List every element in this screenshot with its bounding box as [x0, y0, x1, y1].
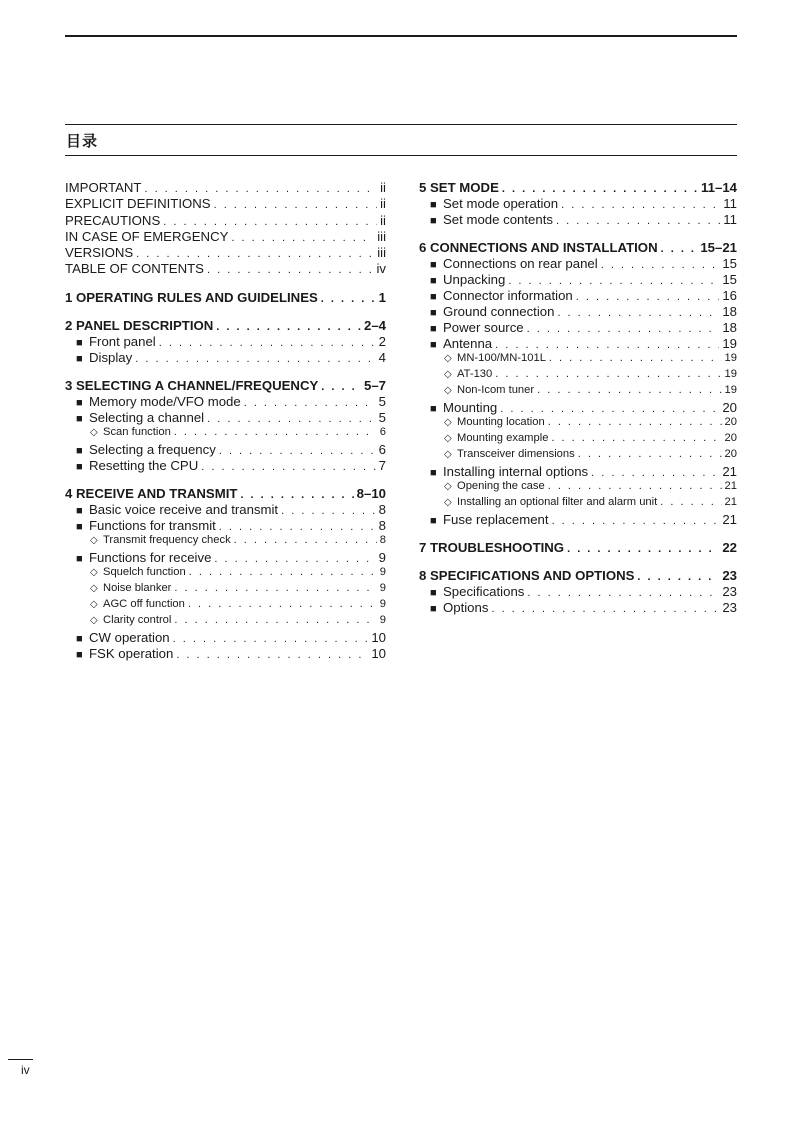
toc-entry-page: 23 [722, 568, 737, 583]
diamond-bullet-icon: ◇ [444, 353, 452, 364]
dot-leader [637, 571, 719, 583]
dot-leader [527, 587, 719, 599]
toc-entry-label: Squelch function [103, 565, 186, 578]
toc-entry-page: 15–21 [700, 240, 737, 255]
toc-spacer [419, 228, 737, 240]
toc-entry-page: 1 [378, 289, 386, 305]
toc-entry-label: Connections on rear panel [443, 256, 598, 271]
toc-entry-label: Clarity control [103, 613, 172, 626]
diamond-bullet-icon: ◇ [444, 369, 452, 380]
square-bullet-icon: ■ [76, 336, 83, 349]
dot-leader [321, 381, 361, 393]
toc-chapter-entry [65, 486, 386, 502]
toc-subsection-entry [419, 480, 737, 496]
square-bullet-icon: ■ [430, 275, 437, 287]
square-bullet-icon: ■ [76, 504, 83, 517]
toc-entry-label: Ground connection [443, 304, 555, 319]
toc-entry-page: 5–7 [363, 377, 386, 393]
toc-entry-label: AT-130 [457, 368, 493, 380]
toc-entry-page: 6 [379, 425, 386, 438]
toc-chapter-entry [65, 318, 386, 334]
square-bullet-icon: ■ [76, 352, 83, 365]
toc-entry-label: Specifications [443, 584, 525, 599]
footer-rule [8, 1059, 33, 1060]
toc-entry-label: Basic voice receive and transmit [89, 501, 279, 517]
dot-leader [201, 461, 375, 473]
top-rule [65, 35, 737, 37]
toc-chapter-entry [65, 378, 386, 394]
square-bullet-icon: ■ [430, 603, 437, 615]
dot-leader [561, 199, 720, 211]
toc-section-entry [419, 256, 737, 272]
toc-entry-page: 6 [378, 441, 386, 457]
dot-leader [207, 413, 376, 425]
toc-entry-label: Functions for receive [89, 549, 212, 565]
toc-entry-label: FSK operation [89, 645, 174, 661]
toc-chapter-entry [419, 180, 737, 196]
toc-entry-label: Installing internal options [443, 464, 589, 479]
toc-entry-label: PRECAUTIONS [65, 212, 161, 228]
dot-leader [567, 543, 719, 555]
toc-entry-label: Set mode contents [443, 212, 553, 227]
toc-entry-page: 15 [722, 256, 737, 271]
dot-leader [231, 232, 374, 244]
toc-entry-page: 7 [378, 457, 386, 473]
toc-section-entry [419, 400, 737, 416]
toc-entry-label: Selecting a frequency [89, 441, 216, 457]
toc-entry-page: 11–14 [701, 180, 737, 195]
toc-entry-page: 23 [722, 584, 737, 599]
square-bullet-icon: ■ [76, 648, 83, 661]
toc-entry-page: 5 [378, 409, 386, 425]
dot-leader [234, 534, 377, 546]
dot-leader [214, 553, 375, 565]
toc-front-matter-entry [65, 180, 386, 196]
dot-leader [240, 489, 353, 501]
toc-entry-page: 18 [722, 304, 737, 319]
toc-section-entry [419, 272, 737, 288]
toc-entry-label: 4 RECEIVE AND TRANSMIT [65, 485, 238, 501]
toc-entry-page: 8 [378, 517, 386, 533]
dot-leader [551, 432, 721, 444]
square-bullet-icon: ■ [430, 403, 437, 415]
toc-chapter-entry [419, 540, 737, 556]
toc-entry-page: 21 [722, 512, 737, 527]
toc-front-matter-entry [65, 196, 386, 212]
toc-entry-page: 9 [379, 597, 386, 610]
toc-entry-page: 16 [722, 288, 737, 303]
square-bullet-icon: ■ [76, 412, 83, 425]
toc-entry-page: 8 [379, 533, 386, 546]
toc-entry-label: Antenna [443, 336, 493, 351]
toc-section-entry [65, 410, 386, 426]
footer-page-number: iv [21, 1063, 30, 1077]
toc-section-entry [65, 518, 386, 534]
toc-section-entry [65, 502, 386, 518]
square-bullet-icon: ■ [76, 632, 83, 645]
toc-entry-page: 5 [378, 393, 386, 409]
toc-chapter-entry [419, 568, 737, 584]
dot-leader [661, 243, 698, 255]
toc-entry-label: Transceiver dimensions [457, 448, 575, 460]
dot-leader [173, 633, 369, 645]
toc-entry-label: Non-Icom tuner [457, 384, 535, 396]
dot-leader [219, 521, 376, 533]
toc-entry-label: CW operation [89, 629, 170, 645]
toc-entry-label: IN CASE OF EMERGENCY [65, 228, 229, 244]
diamond-bullet-icon: ◇ [444, 497, 452, 508]
toc-spacer [65, 474, 386, 486]
diamond-bullet-icon: ◇ [90, 582, 98, 594]
toc-section-entry [65, 350, 386, 366]
toc-entry-label: EXPLICIT DEFINITIONS [65, 196, 211, 212]
dot-leader [176, 649, 368, 661]
toc-section-entry [65, 442, 386, 458]
dot-leader [214, 199, 378, 211]
toc-spacer [65, 278, 386, 290]
square-bullet-icon: ■ [430, 339, 437, 351]
square-bullet-icon: ■ [430, 587, 437, 599]
toc-entry-page: 9 [379, 581, 386, 594]
square-bullet-icon: ■ [76, 444, 83, 457]
dot-leader [491, 603, 719, 615]
dot-leader [207, 264, 373, 276]
dot-leader [548, 480, 722, 492]
diamond-bullet-icon: ◇ [444, 417, 452, 428]
toc-section-entry [65, 394, 386, 410]
dot-leader [495, 368, 721, 380]
dot-leader [557, 307, 719, 319]
dot-leader [188, 598, 377, 610]
toc-entry-page: 20 [724, 416, 737, 428]
toc-section-entry [419, 600, 737, 616]
toc-entry-label: 1 OPERATING RULES AND GUIDELINES [65, 289, 318, 305]
toc-entry-label: 2 PANEL DESCRIPTION [65, 317, 214, 333]
title-rule-bottom [65, 155, 737, 156]
toc-spacer [419, 556, 737, 568]
toc-entry-page: 9 [378, 549, 386, 565]
toc-entry-page: 21 [724, 496, 737, 508]
toc-section-entry [419, 512, 737, 528]
square-bullet-icon: ■ [76, 396, 83, 409]
dot-leader [500, 403, 719, 415]
toc-entry-label: Display [89, 349, 133, 365]
toc-entry-label: Transmit frequency check [103, 533, 231, 546]
dot-leader [549, 352, 722, 364]
square-bullet-icon: ■ [430, 291, 437, 303]
dot-leader [174, 582, 376, 594]
toc-front-matter-entry [65, 213, 386, 229]
toc-entry-page: 8–10 [356, 485, 386, 501]
toc-entry-page: 22 [722, 540, 737, 555]
dot-leader [174, 614, 376, 626]
toc-entry-label: Front panel [89, 333, 156, 349]
toc-section-entry [65, 550, 386, 566]
dot-leader [591, 467, 719, 479]
toc-front-matter-entry [65, 245, 386, 261]
toc-entry-label: Opening the case [457, 480, 545, 492]
dot-leader [552, 515, 720, 527]
toc-entry-page: 4 [378, 349, 386, 365]
toc-entry-label: AGC off function [103, 597, 185, 610]
toc-section-entry [419, 304, 737, 320]
toc-left-column [65, 180, 386, 662]
toc-entry-label: Mounting example [457, 432, 549, 444]
dot-leader [281, 505, 376, 517]
dot-leader [244, 397, 376, 409]
toc-entry-label: Resetting the CPU [89, 457, 199, 473]
toc-entry-page: 19 [722, 336, 737, 351]
toc-entry-label: Mounting location [457, 416, 545, 428]
toc-entry-label: TABLE OF CONTENTS [65, 261, 204, 277]
toc-entry-label: 6 CONNECTIONS AND INSTALLATION [419, 240, 658, 255]
dot-leader [135, 353, 375, 365]
toc-entry-page: 11 [723, 212, 737, 227]
dot-leader [601, 259, 720, 271]
toc-chapter-entry [419, 240, 737, 256]
toc-entry-page: iii [377, 228, 386, 244]
toc-section-entry [65, 458, 386, 474]
toc-entry-label: IMPORTANT [65, 180, 142, 195]
toc-entry-page: 10 [371, 629, 386, 645]
toc-entry-label: Unpacking [443, 272, 506, 287]
diamond-bullet-icon: ◇ [444, 449, 452, 460]
toc-entry-label: Set mode operation [443, 196, 559, 211]
toc-spacer [65, 366, 386, 378]
toc-section-entry [65, 630, 386, 646]
toc-spacer [65, 306, 386, 318]
toc-entry-page: iv [376, 261, 386, 277]
toc-entry-page: ii [380, 180, 386, 195]
toc-entry-page: 19 [724, 384, 737, 396]
toc-entry-label: 3 SELECTING A CHANNEL/FREQUENCY [65, 377, 319, 393]
toc-entry-page: 15 [722, 272, 737, 287]
square-bullet-icon: ■ [430, 515, 437, 527]
toc-subsection-entry [419, 416, 737, 432]
toc-entry-label: MN-100/MN-101L [457, 352, 546, 364]
dot-leader [537, 384, 721, 396]
dot-leader [136, 248, 374, 260]
diamond-bullet-icon: ◇ [444, 481, 452, 492]
title-rule-top [65, 124, 737, 125]
toc-entry-page: 10 [371, 645, 386, 661]
toc-section-entry [65, 334, 386, 350]
toc-subsection-entry [65, 582, 386, 598]
square-bullet-icon: ■ [430, 259, 437, 271]
toc-subsection-entry [65, 566, 386, 582]
square-bullet-icon: ■ [76, 520, 83, 533]
toc-section-entry [419, 212, 737, 228]
toc-subsection-entry [65, 534, 386, 550]
toc-subsection-entry [419, 384, 737, 400]
toc-entry-label: 5 SET MODE [419, 180, 499, 195]
toc-entry-label: Fuse replacement [443, 512, 549, 527]
toc-subsection-entry [419, 448, 737, 464]
toc-entry-label: 8 SPECIFICATIONS AND OPTIONS [419, 568, 635, 583]
toc-subsection-entry [419, 496, 737, 512]
toc-section-entry [419, 320, 737, 336]
dot-leader [508, 275, 719, 287]
toc-section-entry [419, 464, 737, 480]
toc-section-entry [419, 288, 737, 304]
toc-chapter-entry [65, 290, 386, 306]
toc-entry-page: 20 [722, 400, 737, 415]
toc-entry-label: VERSIONS [65, 245, 134, 261]
toc-front-matter-entry [65, 229, 386, 245]
dot-leader [219, 445, 376, 457]
toc-subsection-entry [419, 432, 737, 448]
toc-section-entry [419, 196, 737, 212]
dot-leader [527, 323, 720, 335]
dot-leader [216, 321, 361, 333]
toc-entry-page: ii [380, 212, 386, 228]
toc-entry-page: 21 [722, 464, 737, 479]
toc-entry-page: 9 [379, 565, 386, 578]
square-bullet-icon: ■ [430, 467, 437, 479]
toc-section-entry [65, 646, 386, 662]
toc-entry-page: 23 [722, 600, 737, 615]
toc-front-matter-entry [65, 261, 386, 277]
toc-subsection-entry [65, 614, 386, 630]
square-bullet-icon: ■ [76, 460, 83, 473]
toc-entry-page: 11 [723, 196, 737, 211]
square-bullet-icon: ■ [430, 199, 437, 211]
toc-entry-page: 19 [724, 368, 737, 380]
toc-entry-label: Power source [443, 320, 524, 335]
toc-entry-page: 18 [722, 320, 737, 335]
dot-leader [144, 183, 377, 195]
dot-leader [578, 448, 722, 460]
dot-leader [321, 293, 376, 305]
toc-section-entry [419, 584, 737, 600]
dot-leader [495, 339, 719, 351]
square-bullet-icon: ■ [430, 215, 437, 227]
toc-spacer [419, 528, 737, 540]
toc-entry-page: 19 [724, 352, 737, 364]
dot-leader [159, 337, 376, 349]
diamond-bullet-icon: ◇ [90, 426, 98, 438]
toc-entry-label: Installing an optional filter and alarm unit [457, 496, 658, 508]
toc-entry-label: Memory mode/VFO mode [89, 393, 241, 409]
toc-entry-label: Selecting a channel [89, 409, 205, 425]
toc-entry-label: Noise blanker [103, 581, 172, 594]
square-bullet-icon: ■ [430, 307, 437, 319]
toc-entry-page: 20 [724, 432, 737, 444]
toc-entry-page: 8 [378, 501, 386, 517]
diamond-bullet-icon: ◇ [90, 598, 98, 610]
toc-subsection-entry [419, 368, 737, 384]
toc-entry-page: ii [380, 196, 386, 212]
diamond-bullet-icon: ◇ [444, 433, 452, 444]
toc-entry-page: 21 [724, 480, 737, 492]
toc-entry-label: Connector information [443, 288, 573, 303]
toc-entry-page: 2–4 [363, 317, 386, 333]
page-title: 目录 [66, 132, 99, 150]
dot-leader [556, 215, 720, 227]
diamond-bullet-icon: ◇ [90, 566, 98, 578]
toc-entry-label: Mounting [443, 400, 498, 415]
dot-leader [163, 216, 377, 228]
dot-leader [660, 496, 721, 508]
toc-subsection-entry [419, 352, 737, 368]
dot-leader [548, 416, 722, 428]
dot-leader [576, 291, 720, 303]
toc-entry-label: Scan function [103, 425, 171, 438]
toc-entry-page: 2 [378, 333, 386, 349]
diamond-bullet-icon: ◇ [90, 614, 98, 626]
dot-leader [174, 426, 377, 438]
toc-section-entry [419, 336, 737, 352]
diamond-bullet-icon: ◇ [90, 534, 98, 546]
toc-entry-page: 9 [379, 613, 386, 626]
square-bullet-icon: ■ [76, 552, 83, 565]
toc-entry-page: 20 [724, 448, 737, 460]
toc-subsection-entry [65, 598, 386, 614]
diamond-bullet-icon: ◇ [444, 385, 452, 396]
toc-entry-label: 7 TROUBLESHOOTING [419, 540, 565, 555]
square-bullet-icon: ■ [430, 323, 437, 335]
toc-right-column [419, 180, 737, 616]
toc-entry-page: iii [377, 245, 386, 261]
toc-subsection-entry [65, 426, 386, 442]
toc-entry-label: Options [443, 600, 489, 615]
dot-leader [502, 183, 698, 195]
dot-leader [189, 566, 377, 578]
toc-entry-label: Functions for transmit [89, 517, 216, 533]
